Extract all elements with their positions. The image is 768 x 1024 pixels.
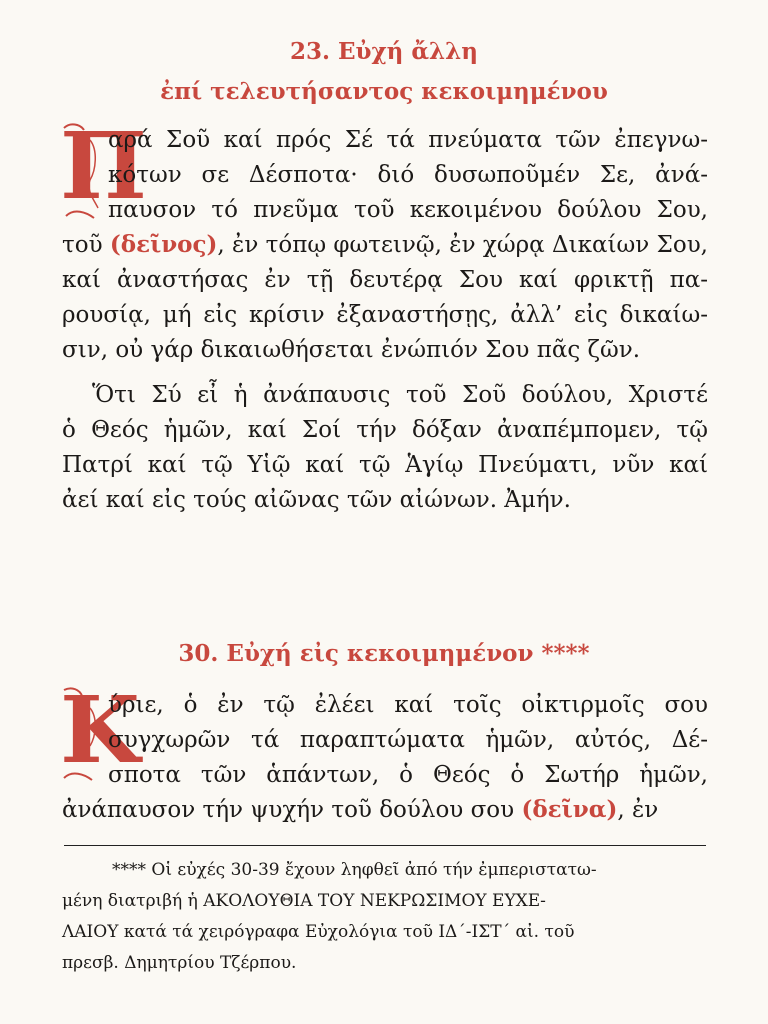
s1-line-5: καί ἀναστήσας ἐν τῇ δευτέρᾳ Σου καί φρικτῇ πα- <box>62 267 708 293</box>
s1-para2-line-4: ἀεί καί εἰς τούς αἰῶνας τῶν αἰώνων. Ἀμήν. <box>62 487 571 513</box>
footnote-line-1: **** Οἱ εὐχές 30-39 ἔχουν ληφθεῖ ἀπό τήν ἐμπεριστατω- <box>112 860 597 880</box>
s2-name-placeholder: (δεῖνα) <box>521 796 618 823</box>
s2-line-3: σποτα τῶν ἁπάντων, ὁ Θεός ὁ Σωτήρ ἡμῶν, <box>108 762 708 788</box>
s1-line-6: ρουσίᾳ, μή εἰς κρίσιν ἐξαναστήσῃς, ἀλλ’ εἰς δικαίω- <box>62 302 708 328</box>
s1-para2-line-1: Ὅτι Σύ εἶ ἡ ἀνάπαυσις τοῦ Σοῦ δούλου, Χριστέ <box>92 382 708 408</box>
section1-title-line1: 23. Εὐχή ἄλλη <box>289 38 479 65</box>
footnote-line-2: μένη διατριβή ἡ ΑΚΟΛΟΥΘΙΑ ΤΟΥ ΝΕΚΡΩΣΙΜΟΥ ΕΥΧΕ- <box>62 891 546 911</box>
section1-dropcap <box>60 112 147 220</box>
footnote-line-3: ΛΑΙΟΥ κατά τά χειρόγραφα Εὐχολόγια τοῦ ΙΔ΄-ΙΣΤ΄ αἰ. τοῦ <box>62 922 575 942</box>
s1-line-4-pre: τοῦ <box>62 232 103 258</box>
s1-line-4 <box>62 230 708 260</box>
s1-line-3: παυσον τό πνεῦμα τοῦ κεκοιμένου δούλου Σου, <box>108 197 708 223</box>
s2-line-4-pre: ἀνάπαυσον τήν ψυχήν τοῦ δούλου σου <box>62 797 515 823</box>
s2-line-4 <box>62 795 658 825</box>
section2-dropcap <box>60 676 140 784</box>
footnote-line-4: πρεσβ. Δημητρίου Τζέρπου. <box>62 953 297 973</box>
footnote-rule <box>64 845 706 846</box>
section1-title-line2: ἐπί τελευτήσαντος κεκοιμημένου <box>160 78 608 105</box>
dropcap-letter: Κ <box>60 676 140 784</box>
s1-line-7: σιν, οὐ γάρ δικαιωθήσεται ἐνώπιόν Σου πᾶς ζῶν. <box>62 337 641 363</box>
s1-name-placeholder: (δεῖνος) <box>109 231 218 258</box>
s1-line-1: αρά Σοῦ καί πρός Σέ τά πνεύματα τῶν ἐπεγνω- <box>108 127 708 153</box>
s1-line-2: κότων σε Δέσποτα· διό δυσωποῦμέν Σε, ἀνά- <box>108 162 708 188</box>
s1-line-4-post: , ἐν τόπῳ φωτεινῷ, ἐν χώρᾳ Δικαίων Σου, <box>217 232 708 258</box>
s2-line-1: ύριε, ὁ ἐν τῷ ἐλέει καί τοῖς οἰκτιρμοῖς σου <box>108 692 708 718</box>
s1-para2-line-2: ὁ Θεός ἡμῶν, καί Σοί τήν δόξαν ἀναπέμπομεν, τῷ <box>62 417 708 443</box>
s1-para2-line-3: Πατρί καί τῷ Υἱῷ καί τῷ Ἁγίῳ Πνεύματι, νῦν καί <box>62 452 708 478</box>
s2-line-2: συγχωρῶν τά παραπτώματα ἡμῶν, αὐτός, Δέ- <box>108 727 708 753</box>
dropcap-letter: Π <box>60 112 147 220</box>
section2-title: 30. Εὐχή εἰς κεκοιμημένον **** <box>178 640 590 667</box>
s2-line-4-post: , ἐν <box>617 797 659 823</box>
